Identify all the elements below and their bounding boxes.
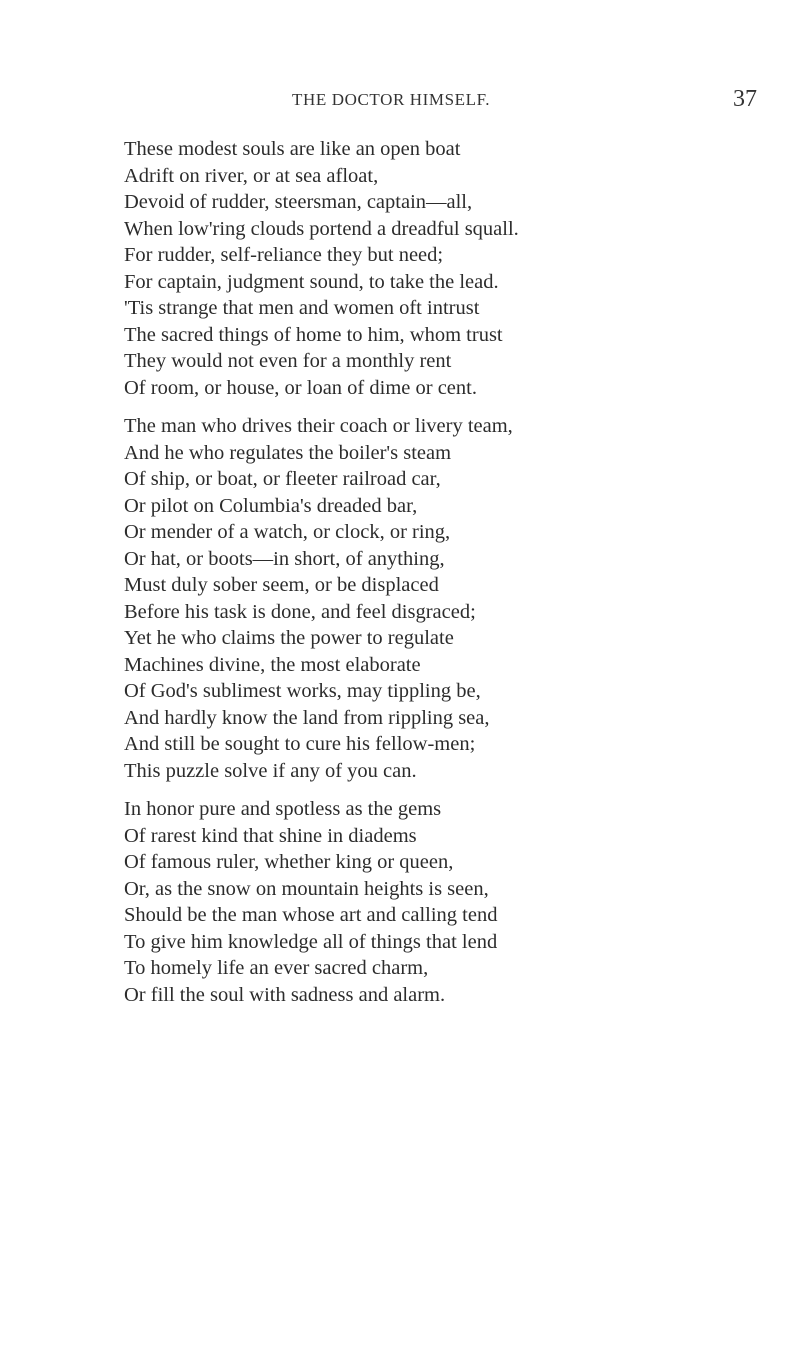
poem-line: The man who drives their coach or livery team, [124, 415, 513, 437]
poem-line: The sacred things of home to him, whom trust [124, 323, 503, 346]
poem-line: Yet he who claims the power to regulate [124, 627, 454, 649]
poem-line: Adrift on river, or at sea afloat, [124, 164, 379, 187]
poem-line: Of ship, or boat, or fleeter railroad car, [124, 468, 441, 490]
poem-line: 'Tis strange that men and women oft intrust [124, 297, 480, 319]
poem-line: They would not even for a monthly rent [124, 350, 452, 372]
poem-line: This puzzle solve if any of you can. [124, 759, 417, 782]
poem-line: Before his task is done, and feel disgraced; [124, 600, 476, 623]
poem-line: Should be the man whose art and calling tend [124, 904, 498, 926]
poem-line: Must duly sober seem, or be displaced [124, 574, 439, 596]
running-head [0, 86, 801, 116]
poem-line: For captain, judgment sound, to take the lead. [124, 270, 499, 293]
poem-line: And still be sought to cure his fellow-men; [124, 733, 476, 755]
poem-line: Of famous ruler, whether king or queen, [124, 851, 454, 873]
page-number: 37 [733, 86, 757, 112]
poem-line: Or fill the soul with sadness and alarm. [124, 983, 446, 1006]
poem-line: In honor pure and spotless as the gems [124, 798, 442, 820]
poem-line: Of God's sublimest works, may tippling be, [124, 680, 481, 702]
poem-line: Of room, or house, or loan of dime or cent. [124, 376, 477, 399]
stanza-2 [124, 413, 784, 784]
poem-line: To give him knowledge all of things that lend [124, 930, 498, 953]
stanza-1 [124, 136, 784, 401]
poem-line: Or hat, or boots—in short, of anything, [124, 547, 445, 570]
poem-line: And he who regulates the boiler's steam [124, 441, 452, 464]
poem-line: Machines divine, the most elaborate [124, 653, 421, 676]
poem-line: Of rarest kind that shine in diadems [124, 824, 417, 847]
poem-line: For rudder, self-reliance they but need; [124, 244, 444, 266]
poem-line: When low'ring clouds portend a dreadful squall. [124, 217, 519, 240]
stanza-3 [124, 796, 784, 1008]
poem-line: Devoid of rudder, steersman, captain—all, [124, 191, 473, 213]
poem [124, 136, 784, 1008]
poem-line: And hardly know the land from rippling sea, [124, 706, 490, 729]
poem-line: Or mender of a watch, or clock, or ring, [124, 521, 451, 543]
poem-line: Or, as the snow on mountain heights is seen, [124, 877, 489, 900]
poem-line: Or pilot on Columbia's dreaded bar, [124, 494, 418, 517]
poem-line: To homely life an ever sacred charm, [124, 957, 429, 979]
running-title: THE DOCTOR HIMSELF. [292, 90, 491, 109]
poem-line: These modest souls are like an open boat [124, 138, 461, 160]
